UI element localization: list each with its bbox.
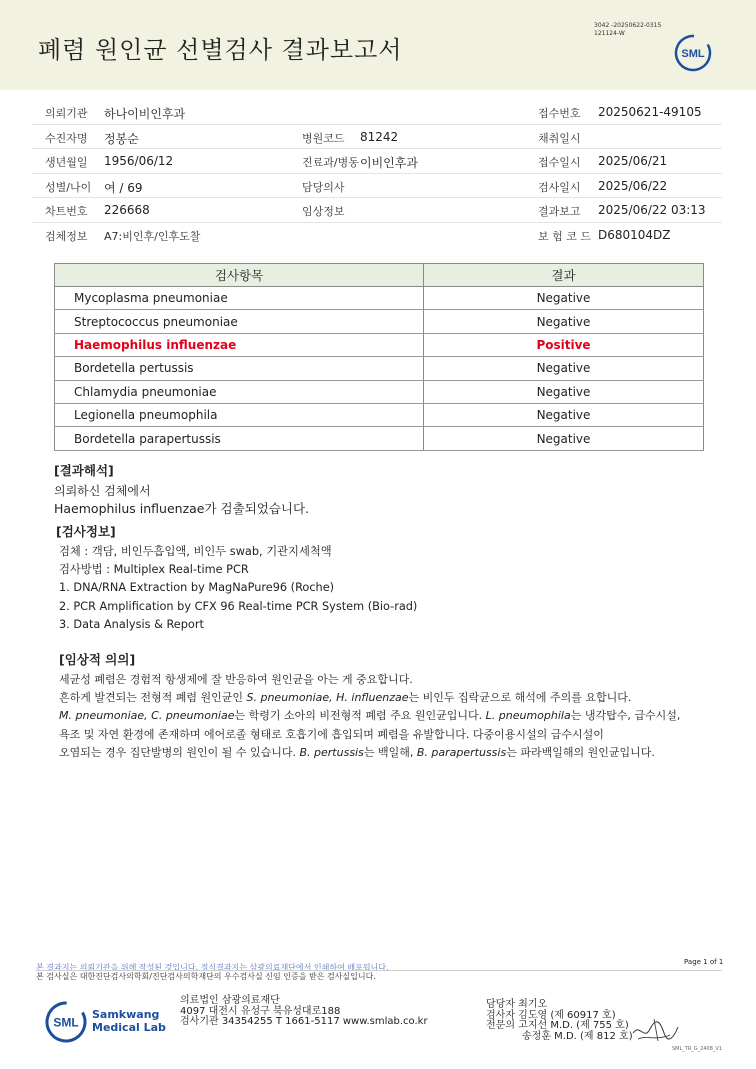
info-value: 여 / 69	[104, 180, 143, 195]
sml-logo-icon	[44, 1000, 88, 1044]
test-info-line: 검체 : 객담, 비인두흡입액, 비인두 swab, 기관지세척액	[59, 545, 332, 558]
info-label: 생년월일	[45, 156, 88, 169]
interpretation-section	[54, 461, 309, 518]
info-value: A7:비인후/인후도찰	[104, 229, 201, 243]
info-label: 채취일시	[538, 131, 581, 145]
info-value: 2025/06/21	[598, 154, 668, 168]
table-header-row	[55, 264, 704, 287]
company-address: 의료법인 삼광의료재단 4097 대전시 유성구 북유성대로188 검사기관 34354255 T 1661-5117 www.smlab.co.kr	[180, 995, 428, 1027]
test-item: Haemophilus influenzae	[55, 333, 424, 356]
info-row	[32, 223, 722, 248]
sml-logo-icon	[673, 33, 713, 73]
info-label: 보 험 코 드	[538, 229, 591, 243]
table-row-positive	[55, 333, 704, 356]
info-label: 병원코드	[302, 131, 345, 145]
info-row	[32, 149, 722, 174]
clinical-section	[59, 650, 680, 762]
report-header	[0, 0, 756, 90]
test-info-line: 1. DNA/RNA Extraction by MagNaPure96 (Roche)	[59, 581, 335, 595]
form-code: SML_TR_G_2408_V1	[672, 1046, 723, 1052]
footer-divider	[36, 970, 722, 971]
info-label: 접수일시	[538, 156, 581, 169]
info-value: 1956/06/12	[104, 154, 174, 168]
page-number: Page 1 of 1	[684, 958, 724, 966]
test-item: Legionella pneumophila	[55, 403, 424, 426]
table-row	[55, 287, 704, 310]
test-result: Negative	[424, 357, 704, 380]
test-result: Negative	[424, 380, 704, 403]
test-result: Negative	[424, 427, 704, 450]
table-row	[55, 427, 704, 450]
company-name: Samkwang Medical Lab	[92, 1008, 166, 1034]
info-value: D680104DZ	[598, 227, 671, 242]
report-title: 폐렴 원인균 선별검사 결과보고서	[38, 36, 403, 64]
svg-text:SML: SML	[681, 48, 705, 60]
info-label: 의뢰기관	[45, 107, 88, 120]
interpretation-line: 의뢰하신 검체에서	[54, 484, 151, 498]
test-info-line: 3. Data Analysis & Report	[59, 617, 204, 631]
test-item: Chlamydia pneumoniae	[55, 380, 424, 403]
clinical-line: 욕조 및 자연 환경에 존재하며 에어로졸 형태로 호흡기에 흡입되며 폐렴을 유발합니다. 다중이용시설의 급수시설이	[59, 727, 604, 741]
clinical-line: M. pneumoniae, C. pneumoniae는 학령기 소아의 비전형적 폐렴 주요 원인균입니다. L. pneumophila는 냉각탑수, 급수시설,	[59, 709, 681, 723]
info-label: 결과보고	[538, 205, 581, 218]
interpretation-heading: [결과해석]	[54, 463, 114, 478]
info-value: 226668	[104, 203, 150, 217]
results-table	[54, 263, 704, 451]
clinical-line: 흔하게 발견되는 전형적 폐렴 원인균인 S. pneumoniae, H. influenzae는 비인두 집락균으로 해석에 주의를 요합니다.	[59, 691, 632, 705]
info-row	[32, 174, 722, 199]
test-info-line: 검사방법 : Multiplex Real-time PCR	[59, 563, 249, 577]
header-item: 검사항목	[55, 264, 424, 287]
info-label: 임상정보	[302, 205, 345, 218]
info-row	[32, 125, 722, 150]
table-row	[55, 380, 704, 403]
info-label: 진료과/병동	[302, 156, 359, 169]
test-info-section	[54, 522, 417, 634]
info-value: 이비인후과	[360, 156, 418, 170]
svg-text:SML: SML	[53, 1015, 79, 1030]
test-item: Bordetella parapertussis	[55, 427, 424, 450]
test-item: Mycoplasma pneumoniae	[55, 287, 424, 310]
test-item: Bordetella pertussis	[55, 357, 424, 380]
test-info-line: 2. PCR Amplification by CFX 96 Real-time PCR System (Bio-rad)	[59, 599, 418, 613]
info-value: 20250621-49105	[598, 105, 702, 119]
info-label: 담당의사	[302, 180, 345, 194]
clinical-line: 오염되는 경우 집단발병의 원인이 될 수 있습니다. B. pertussis는 백일해, B. parapertussis는 파라백일해의 원인균입니다.	[59, 745, 655, 759]
signature-icon	[630, 1015, 680, 1045]
document-code: 3042 -20250622-0315 121124-W	[594, 22, 662, 37]
info-label: 성별/나이	[45, 180, 92, 194]
table-row	[55, 357, 704, 380]
info-label: 차트번호	[45, 205, 88, 218]
test-result: Negative	[424, 287, 704, 310]
table-row	[55, 310, 704, 333]
info-label: 접수번호	[538, 107, 581, 120]
info-row	[32, 100, 722, 125]
footer-note: 본 결과지는 의뢰기관을 위해 작성된 것입니다. 정식결과지는 삼광의료재단에서 인쇄하여 배포됩니다. 본 검사실은 대한진단검사의학회/진단검사의학재단의 우수검사실 신임 인증을 받은 검사실입니다.	[36, 963, 389, 981]
clinical-line: 세균성 폐렴은 경험적 항생제에 잘 반응하여 원인균을 아는 게 중요합니다.	[59, 673, 413, 686]
table-row	[55, 403, 704, 426]
info-label: 수진자명	[45, 131, 88, 145]
info-value: 하나이비인후과	[104, 107, 186, 121]
test-result: Positive	[424, 333, 704, 356]
info-value: 2025/06/22 03:13	[598, 203, 706, 217]
patient-info	[32, 100, 722, 247]
info-value: 81242	[360, 129, 399, 144]
info-label: 검체정보	[45, 229, 88, 243]
interpretation-line: Haemophilus influenzae가 검출되었습니다.	[54, 501, 310, 516]
info-value: 정봉순	[104, 131, 139, 146]
clinical-heading: [임상적 의의]	[59, 652, 136, 667]
info-row	[32, 198, 722, 223]
info-value: 2025/06/22	[598, 178, 668, 193]
test-item: Streptococcus pneumoniae	[55, 310, 424, 333]
test-result: Negative	[424, 310, 704, 333]
staff-list: 담당자 최기오 검사자 김도영 (제 60917 호) 전문의 고지선 M.D. (제 755 호) 송정훈 M.D. (제 812 호)	[486, 999, 633, 1042]
header-result: 결과	[424, 264, 704, 287]
test-info-heading: [검사정보]	[56, 524, 116, 539]
test-result: Negative	[424, 403, 704, 426]
info-label: 검사일시	[538, 180, 581, 194]
